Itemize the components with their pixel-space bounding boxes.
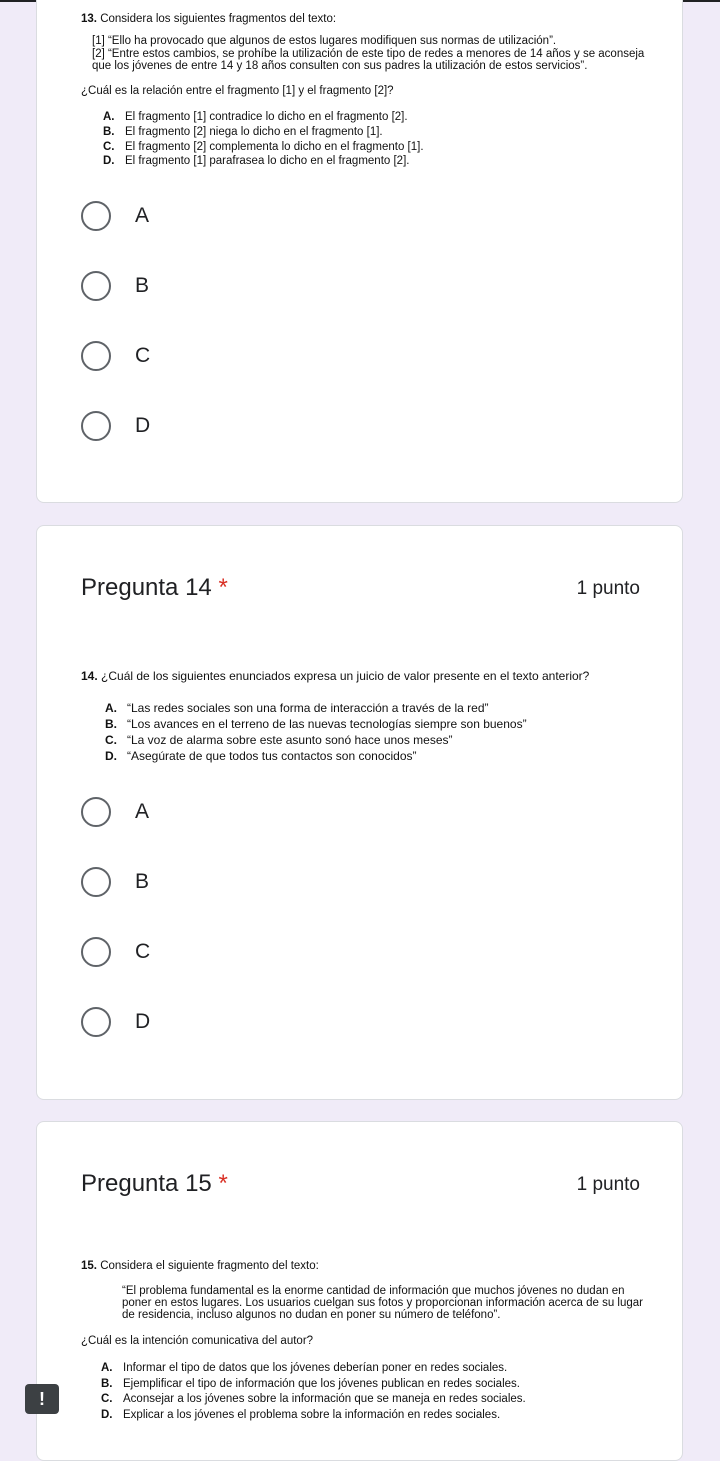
question-13-choice-d[interactable]: D <box>81 408 150 444</box>
report-problem-button[interactable] <box>25 1384 59 1414</box>
question-14-option-c: C. “La voz de alarma sobre este asunto sonó hace unos meses” <box>105 733 453 747</box>
question-15-quote-line-2: poner en estos lugares. Los usuarios cuelgan sus fotos y proporcionan información acerca de su lugar <box>122 1297 643 1309</box>
question-13-fragment-1: [1] “Ello ha provocado que algunos de estos lugares modifiquen sus normas de utilización”. <box>92 35 557 47</box>
radio-button[interactable] <box>81 1007 111 1037</box>
radio-button[interactable] <box>81 797 111 827</box>
question-13-heading: 13. Considera los siguientes fragmentos del texto: <box>81 13 337 25</box>
question-14-card <box>36 525 683 1100</box>
question-14-option-a: A. “Las redes sociales son una forma de interacción a través de la red” <box>105 701 489 715</box>
question-13-option-d: D. El fragmento [1] parafrasea lo dicho en el fragmento [2]. <box>103 155 410 167</box>
question-15-quote-line-3: de residencia, incluso algunos no dudan en poner su número de teléfono”. <box>122 1309 501 1321</box>
question-14-choice-b[interactable]: B <box>81 864 149 900</box>
question-13-option-b: B. El fragmento [2] niega lo dicho en el fragmento [1]. <box>103 126 383 138</box>
question-13-choice-c[interactable]: C <box>81 338 150 374</box>
question-15-option-b: B. Ejemplificar el tipo de información que los jóvenes publican en redes sociales. <box>101 1378 520 1390</box>
required-star: * <box>218 1170 228 1197</box>
question-13-prompt: ¿Cuál es la relación entre el fragmento [1] y el fragmento [2]? <box>81 85 394 97</box>
question-14-heading: 14. ¿Cuál de los siguientes enunciados expresa un juicio de valor presente en el texto anterior? <box>81 669 590 683</box>
question-15-card <box>36 1121 683 1461</box>
question-14-option-d: D. “Asegúrate de que todos tus contactos son conocidos” <box>105 749 417 763</box>
radio-button[interactable] <box>81 201 111 231</box>
question-13-fragment-2a: [2] “Entre estos cambios, se prohíbe la utilización de este tipo de redes a menores de 14 años y se aconseja <box>92 48 645 60</box>
question-13-choice-b[interactable]: B <box>81 268 149 304</box>
question-14-choice-a[interactable]: A <box>81 794 149 830</box>
question-13-option-a: A. El fragmento [1] contradice lo dicho en el fragmento [2]. <box>103 111 408 123</box>
question-15-quote-line-1: “El problema fundamental es la enorme cantidad de información que muchos jóvenes no dudan en <box>122 1285 625 1297</box>
radio-button[interactable] <box>81 867 111 897</box>
exclamation-icon: ! <box>39 1388 45 1409</box>
question-15-heading: 15. Considera el siguiente fragmento del texto: <box>81 1260 319 1272</box>
radio-button[interactable] <box>81 271 111 301</box>
question-13-fragment-2b: que los jóvenes de entre 14 y 18 años consulten con sus padres la utilización de estos servicios”. <box>92 60 588 72</box>
radio-button[interactable] <box>81 411 111 441</box>
question-14-title: Pregunta 14 * <box>81 574 228 601</box>
required-star: * <box>218 574 228 601</box>
question-13-choice-a[interactable]: A <box>81 198 149 234</box>
question-15-option-d: D. Explicar a los jóvenes el problema sobre la información en redes sociales. <box>101 1409 501 1421</box>
question-13-card <box>36 0 683 503</box>
question-15-option-c: C. Aconsejar a los jóvenes sobre la información que se maneja en redes sociales. <box>101 1393 526 1405</box>
radio-button[interactable] <box>81 341 111 371</box>
question-15-option-a: A. Informar el tipo de datos que los jóvenes deberían poner en redes sociales. <box>101 1362 508 1374</box>
radio-button[interactable] <box>81 937 111 967</box>
question-14-choice-d[interactable]: D <box>81 1004 150 1040</box>
question-14-option-b: B. “Los avances en el terreno de las nuevas tecnologías siempre son buenos” <box>105 717 527 731</box>
question-14-choice-c[interactable]: C <box>81 934 150 970</box>
question-15-title: Pregunta 15 * <box>81 1170 228 1197</box>
question-13-option-c: C. El fragmento [2] complementa lo dicho en el fragmento [1]. <box>103 141 424 153</box>
question-14-points: 1 punto <box>576 578 640 599</box>
question-15-prompt: ¿Cuál es la intención comunicativa del autor? <box>81 1335 314 1347</box>
question-15-points: 1 punto <box>576 1174 640 1195</box>
